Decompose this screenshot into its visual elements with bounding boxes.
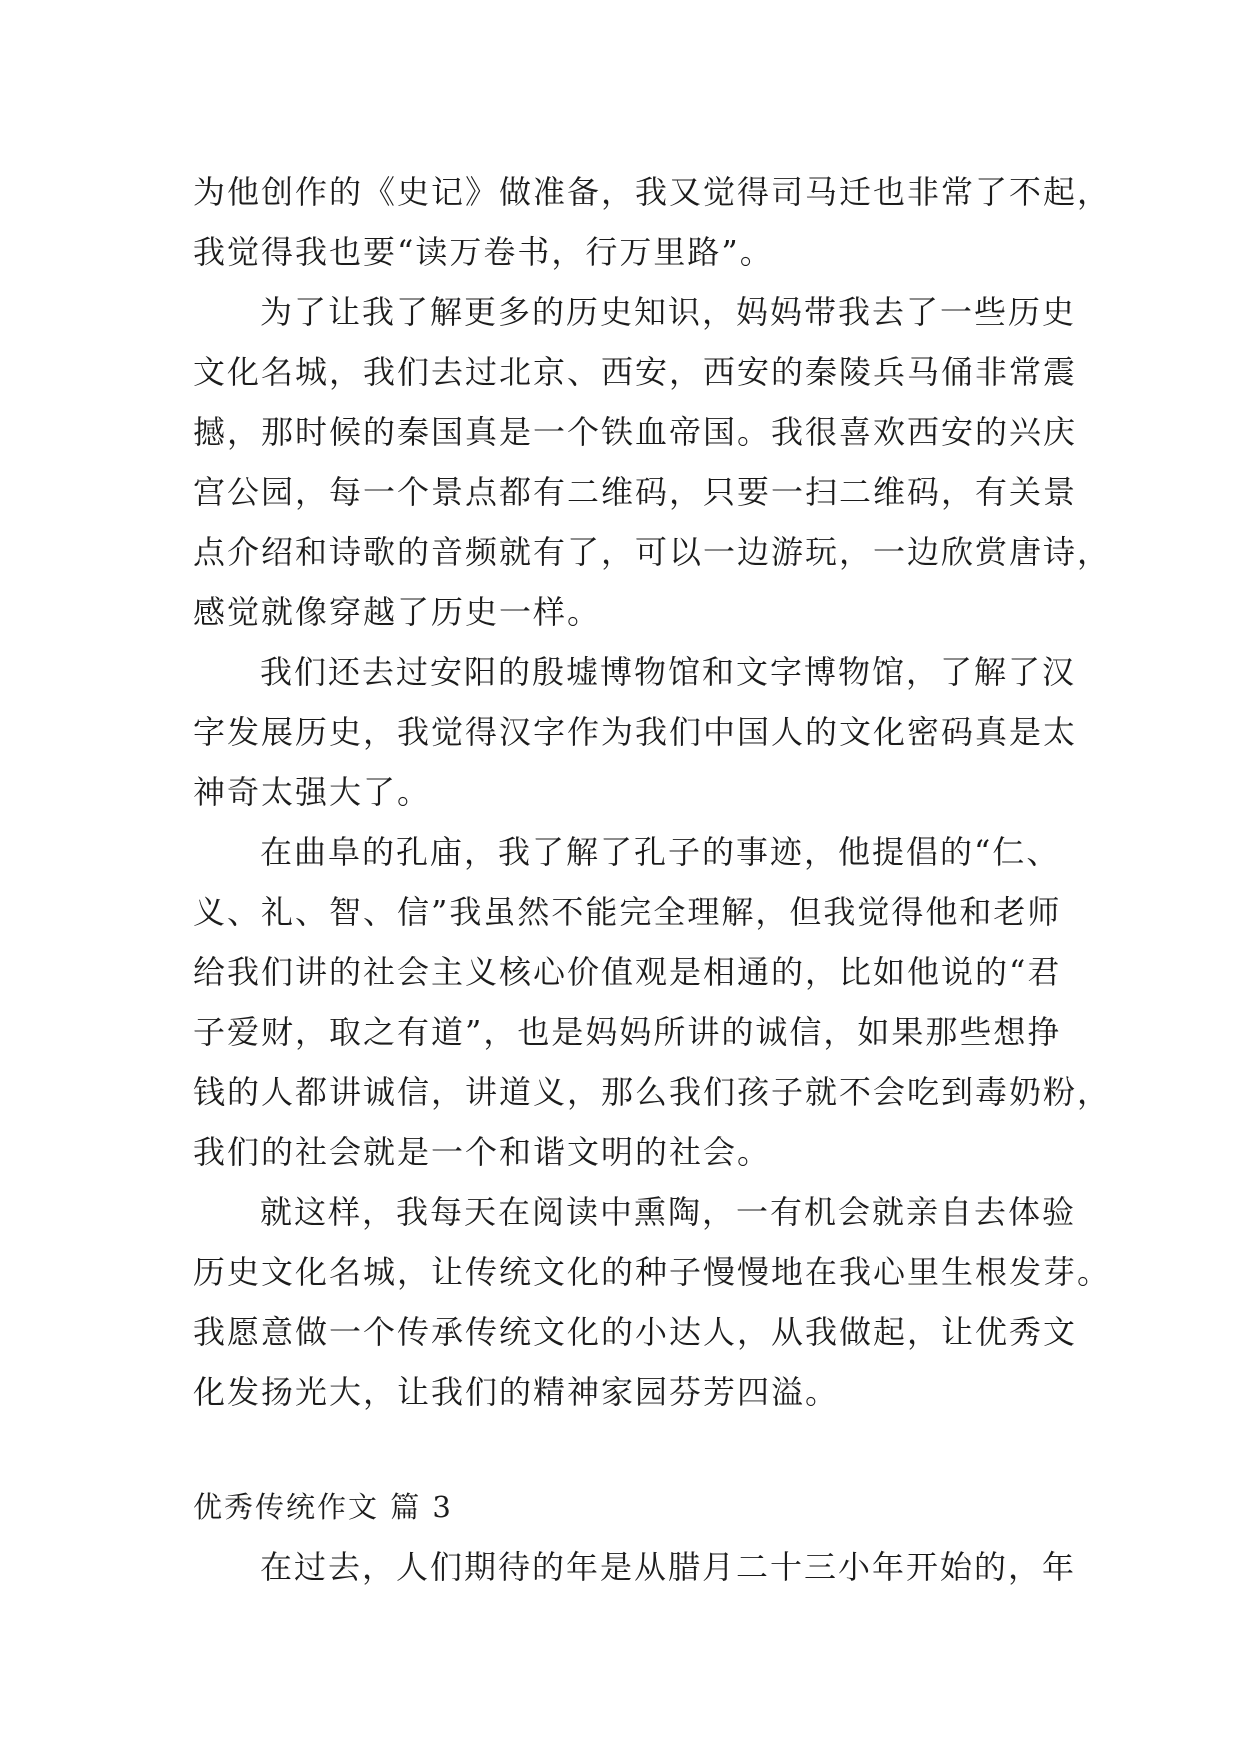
section-heading: 优秀传统作文 篇 3 <box>193 1490 453 1524</box>
paragraph-line: 字发展历史，我觉得汉字作为我们中国人的文化密码真是太 <box>193 713 1078 751</box>
paragraph-line: 化发扬光大，让我们的精神家园芬芳四溢。 <box>193 1373 840 1411</box>
paragraph-line: 点介绍和诗歌的音频就有了，可以一边游玩，一边欣赏唐诗， <box>193 533 1112 571</box>
paragraph-4 <box>193 822 1112 1182</box>
paragraph-line: 钱的人都讲诚信，讲道义，那么我们孩子就不会吃到毒奶粉， <box>193 1073 1112 1111</box>
paragraph-line: 给我们讲的社会主义核心价值观是相通的，比如他说的“君 <box>193 953 1062 991</box>
paragraph-5 <box>193 1182 1112 1422</box>
paragraph-line: 义、礼、智、信”我虽然不能完全理解，但我觉得他和老师 <box>193 893 1062 931</box>
paragraph-line: 为他创作的《史记》做准备，我又觉得司马迁也非常了不起， <box>193 173 1112 211</box>
paragraph-6 <box>193 1537 1077 1597</box>
paragraph-line: 我觉得我也要“读万卷书，行万里路”。 <box>193 233 774 271</box>
paragraph-2 <box>193 282 1112 642</box>
paragraph-line: 历史文化名城，让传统文化的种子慢慢地在我心里生根发芽。 <box>193 1253 1112 1291</box>
paragraph-line: 神奇太强大了。 <box>193 773 432 811</box>
paragraph-line: 我愿意做一个传承传统文化的小达人，从我做起，让优秀文 <box>193 1313 1078 1351</box>
paragraph-line: 在曲阜的孔庙，我了解了孔子的事迹，他提倡的“仁、 <box>260 833 1061 871</box>
paragraph-line: 在过去，人们期待的年是从腊月二十三小年开始的，年 <box>260 1548 1077 1586</box>
article-body <box>193 162 1112 1597</box>
paragraph-line: 我们的社会就是一个和谐文明的社会。 <box>193 1133 772 1171</box>
section-spacer <box>193 1422 1053 1477</box>
paragraph-line: 为了让我了解更多的历史知识，妈妈带我去了一些历史 <box>260 293 1077 331</box>
paragraph-line: 感觉就像穿越了历史一样。 <box>193 593 602 631</box>
paragraph-line: 文化名城，我们去过北京、西安，西安的秦陵兵马俑非常震 <box>193 353 1078 391</box>
paragraph-line: 宫公园，每一个景点都有二维码，只要一扫二维码，有关景 <box>193 473 1078 511</box>
paragraph-line: 撼，那时候的秦国真是一个铁血帝国。我很喜欢西安的兴庆 <box>193 413 1078 451</box>
paragraph-line: 就这样，我每天在阅读中熏陶，一有机会就亲自去体验 <box>260 1193 1077 1231</box>
paragraph-line: 子爱财，取之有道”，也是妈妈所讲的诚信，如果那些想挣 <box>193 1013 1062 1051</box>
paragraph-line: 我们还去过安阳的殷墟博物馆和文字博物馆，了解了汉 <box>260 653 1077 691</box>
paragraph-1 <box>193 162 1112 282</box>
paragraph-3 <box>193 642 1078 822</box>
